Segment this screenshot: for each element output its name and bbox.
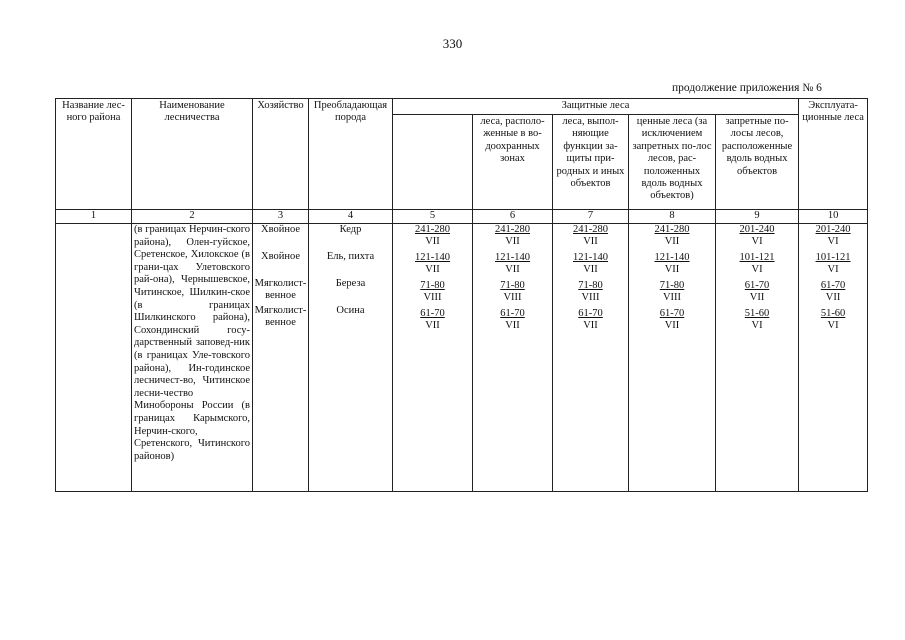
value-cell-col6 xyxy=(473,224,553,492)
age-fraction xyxy=(629,252,715,279)
age-range: 201-240 xyxy=(739,224,775,235)
column-number: 2 xyxy=(132,210,253,224)
age-class: VII xyxy=(505,236,520,248)
continuation-label: продолжение приложения № 6 xyxy=(672,82,822,94)
age-range: 101-121 xyxy=(815,252,851,263)
age-class: VI xyxy=(827,320,839,332)
header-protection-functions: леса, выпол-няющие функции за-щиты при-родных и иных объектов xyxy=(553,115,629,210)
age-range: 61-70 xyxy=(744,280,770,291)
age-range: 121-140 xyxy=(495,252,530,263)
age-range: 51-60 xyxy=(820,308,846,319)
age-range: 241-280 xyxy=(415,224,450,235)
column-number-row xyxy=(56,210,868,224)
age-fraction xyxy=(473,224,552,251)
age-class: VII xyxy=(583,236,598,248)
species-value: Осина xyxy=(336,305,365,316)
age-range: 241-280 xyxy=(495,224,530,235)
age-class: VIII xyxy=(581,292,600,304)
age-class: VII xyxy=(425,236,440,248)
age-class: VI xyxy=(827,236,839,248)
age-class: VI xyxy=(751,236,763,248)
header-species: Преобладающая порода xyxy=(309,99,393,210)
age-range: 71-80 xyxy=(659,280,685,291)
forestry-list-cell: (в границах Нерчин-ского района), Олен-гуйское, Сретенское, Хилокское (в грани-цах Улетовского рай-она), Чернышевское, Читинское, Шилкин-ское (в границах Шилкинского района), Сохондинский госу-дарственный заповед-ник (в границах Уле-товского района), Ин-годинское лесничест-во, Читинское лесни-чество Минобороны России (в границах Карымского, Нерчин-ского, Сретенского, Читинского районов) xyxy=(132,224,253,492)
age-range: 241-280 xyxy=(573,224,608,235)
age-class: VII xyxy=(664,320,680,332)
age-range: 61-70 xyxy=(659,308,685,319)
age-fraction xyxy=(716,252,798,279)
column-number: 7 xyxy=(553,210,629,224)
age-fraction xyxy=(393,252,472,279)
age-range: 201-240 xyxy=(815,224,851,235)
age-fraction xyxy=(799,308,867,332)
column-number: 1 xyxy=(56,210,132,224)
age-fraction xyxy=(393,308,472,332)
age-fraction xyxy=(799,280,867,307)
age-class: VII xyxy=(583,320,598,332)
age-fraction xyxy=(629,280,715,307)
header-row-1 xyxy=(56,99,868,115)
age-class: VII xyxy=(505,264,520,276)
farm-value: Мягколист-венное xyxy=(254,305,307,329)
age-fraction xyxy=(716,224,798,251)
age-fraction xyxy=(799,252,867,279)
header-water-protection: леса, располо-женные в во-доохранных зонах xyxy=(473,115,553,210)
page-number: 330 xyxy=(442,36,463,51)
age-class: VII xyxy=(825,292,841,304)
column-number: 4 xyxy=(309,210,393,224)
age-range: 71-80 xyxy=(578,280,603,291)
column-number: 9 xyxy=(716,210,799,224)
age-range: 241-280 xyxy=(654,224,690,235)
age-class: VI xyxy=(827,264,839,276)
age-fraction xyxy=(553,308,628,332)
age-class: VII xyxy=(425,264,440,276)
column-number: 3 xyxy=(253,210,309,224)
column-number: 5 xyxy=(393,210,473,224)
header-protective-col5 xyxy=(393,115,473,210)
value-cell-col5 xyxy=(393,224,473,492)
age-range: 61-70 xyxy=(820,280,846,291)
species-value: Кедр xyxy=(339,224,362,235)
age-range: 71-80 xyxy=(420,280,445,291)
species-value: Береза xyxy=(335,278,366,289)
age-class: VIII xyxy=(423,292,442,304)
age-range: 121-140 xyxy=(415,252,450,263)
age-fraction xyxy=(393,280,472,307)
age-range: 61-70 xyxy=(578,308,603,319)
forest-district-cell xyxy=(56,224,132,492)
age-fraction xyxy=(473,280,552,307)
age-fraction xyxy=(716,308,798,332)
age-range: 71-80 xyxy=(500,280,525,291)
age-fraction xyxy=(799,224,867,251)
column-number: 8 xyxy=(629,210,716,224)
age-range: 61-70 xyxy=(420,308,445,319)
age-fraction xyxy=(553,224,628,251)
age-fraction xyxy=(553,252,628,279)
age-fraction xyxy=(473,252,552,279)
header-forestry-name: Наименование лесничества xyxy=(132,99,253,210)
age-fraction xyxy=(716,280,798,307)
age-class: VII xyxy=(583,264,598,276)
age-fraction xyxy=(629,224,715,251)
value-cell-col8 xyxy=(629,224,716,492)
age-class: VII xyxy=(664,264,680,276)
species-value: Ель, пихта xyxy=(326,251,375,262)
header-valuable-forests: ценные леса (за исключением запретных по-лос лесов, рас-положенных вдоль водных объектов) xyxy=(629,115,716,210)
farm-value: Мягколист-венное xyxy=(254,278,307,302)
value-cell-col10 xyxy=(799,224,868,492)
age-class: VII xyxy=(505,320,520,332)
age-class: VI xyxy=(751,320,763,332)
age-fraction xyxy=(629,308,715,332)
age-fraction xyxy=(473,308,552,332)
age-class: VII xyxy=(749,292,765,304)
farm-cell xyxy=(253,224,309,492)
table-body-row xyxy=(56,224,868,492)
header-exploitation-forests: Эксплуата-ционные леса xyxy=(799,99,868,210)
age-range: 51-60 xyxy=(744,308,770,319)
age-range: 121-140 xyxy=(654,252,690,263)
age-class: VIII xyxy=(662,292,682,304)
farm-value: Хвойное xyxy=(261,251,300,262)
value-cell-col7 xyxy=(553,224,629,492)
age-range: 101-121 xyxy=(739,252,775,263)
header-forest-district: Название лес-ного района xyxy=(56,99,132,210)
age-class: VI xyxy=(751,264,763,276)
forest-age-table xyxy=(55,98,868,492)
species-cell xyxy=(309,224,393,492)
age-fraction xyxy=(393,224,472,251)
farm-value: Хвойное xyxy=(261,224,300,235)
age-fraction xyxy=(553,280,628,307)
age-range: 121-140 xyxy=(573,252,608,263)
header-protective-forests: Защитные леса xyxy=(393,99,799,115)
age-class: VII xyxy=(425,320,440,332)
age-class: VIII xyxy=(503,292,522,304)
age-class: VII xyxy=(664,236,680,248)
age-range: 61-70 xyxy=(500,308,525,319)
column-number: 6 xyxy=(473,210,553,224)
column-number: 10 xyxy=(799,210,868,224)
header-restricted-strips: запретные по-лосы лесов, расположенные вдоль водных объектов xyxy=(716,115,799,210)
header-farm: Хозяйство xyxy=(253,99,309,210)
value-cell-col9 xyxy=(716,224,799,492)
